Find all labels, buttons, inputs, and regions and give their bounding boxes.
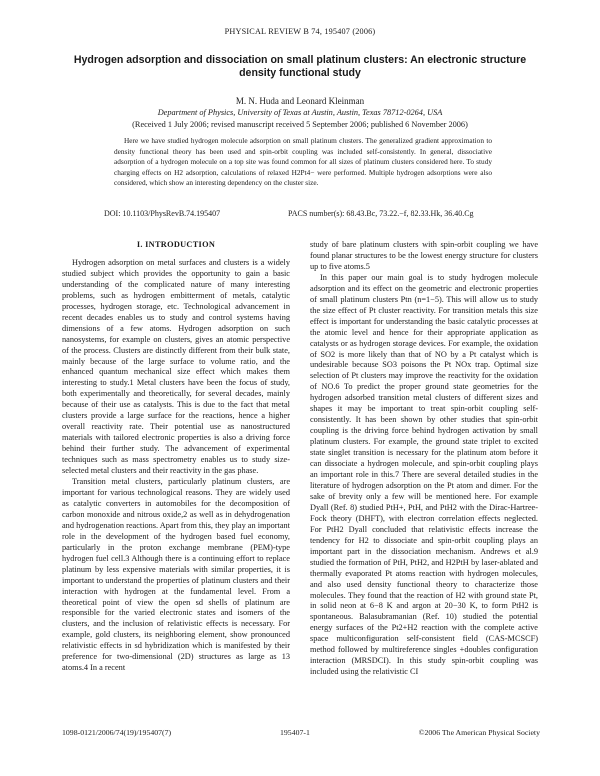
body-paragraph: In this paper our main goal is to study hydrogen molecule adsorption and its effect on the geometric and electronic properties of small platinum clusters Ptn (n=1−5). This will allow us to study the size effect of Pt cluster reactivity. For transition metals this size effect is important for understanding the basic catalytic processes at the atomic level and hence for their appropriate application as catalysts or as hydrogen storage devices. For example, the oxidation of SO2 is more likely than that of NO by a Pt catalyst which is undesirable because SO3 poisons the Pt NOx trap. Optimal size selection of Pt clusters may improve the reactivity for the oxidation of NO.6 To predict the proper ground state geometries for the hydrogen adsorbed transition metal clusters of different sizes and shapes it may be important to treat spin-orbit coupling self-consistently. It has been shown by other studies that spin-orbit coupling is the driving force behind hydrogen activation by small platinum clusters. For example, the ground state triplet to excited state singlet transition is necessary for the platinum atom before it can dissociate a hydrogen molecule, and spin-orbit coupling plays an important role in this.7 There are several detailed studies in the literature of hydrogen adsorption on the Pt atom and dimer. For the sake of brevity only a few will be mentioned here. For example Dyall (Ref. 8) studied PtH+, PtH, and PtH2 with the Dirac-Hartree-Fock theory (DHFT), with electron correlation effects neglected. For PtH2 Dyall concluded that relativistic effects increase the tendency for H2 to dissociate and spin-orbit coupling plays an important part in the dissociation mechanism. Andrews et al.9 studied the formation of PtH, PtH2, and H2PtH by laser-ablated and thermally evaporated Pt atoms reaction with hydrogen molecules, and also used density functional theory to characterize those molecules. They found that the reaction of H2 with ground state Pt, in solid neon at 6−8 K and argon at 20−30 K, to form PtH2 is spontaneous. Balasubramanian (Ref. 10) studied the potential energy surfaces of the Pt2+H2 reaction with the complete active space multiconfiguration self-consistent field (CAS-MCSCF) method followed by multireference singles +doubles configuration interaction (MRSDCI). In this study spin-orbit coupling was included using the relativistic CI	[310, 272, 538, 677]
author-affiliation: Department of Physics, University of Texas at Austin, Austin, Texas 78712-0264, USA	[157, 108, 443, 117]
abstract	[114, 136, 492, 189]
footer-copyright: ©2006 The American Physical Society	[418, 728, 540, 737]
abstract-text: Here we have studied hydrogen molecule adsorption on small platinum clusters. The generalized gradient approximation to density functional theory has been used and spin-orbit coupling was included self-consistently. In general, dissociative adsorption of a hydrogen molecule on a top site was found common for all sizes of platinum clusters considered here. To study charging effects on H2 adsorption, calculations of relaxed H2Pt4− were performed. Multiple hydrogen adsorptions were also considered, which show an interesting dependency on the cluster size.	[114, 136, 492, 188]
received-dates: (Received 1 July 2006; revised manuscript received 5 September 2006; published 6 November 2006)	[132, 120, 468, 129]
footer-issn: 1098-0121/2006/74(19)/195407(7)	[62, 728, 172, 737]
paper-title: Hydrogen adsorption and dissociation on small platinum clusters: An electronic structure density functional study	[73, 54, 527, 79]
pacs-numbers: PACS number(s): 68.43.Bc, 73.22.−f, 82.33.Hk, 36.40.Cg	[288, 209, 474, 218]
journal-header: PHYSICAL REVIEW B 74, 195407 (2006)	[224, 27, 376, 36]
body-paragraph: study of bare platinum clusters with spin-orbit coupling we have found planar structures to be the lowest energy structure for clusters up to five atoms.5	[310, 240, 538, 271]
right-column	[310, 240, 538, 678]
body-paragraph: Transition metal clusters, particularly platinum clusters, are important for various technological reasons. They are widely used as catalytic converters in automobiles for the decomposition of carbon monoxide and nitrous oxide,2 as well as in dehydrogenation and hydrogenation reactions. Apart from this, they play an important role in the development of the hydrogen based fuel economy, particularly in the proton exchange membrane (PEM)-type hydrogen fuel cell.3 Although there is a continuing effort to replace platinum by less expensive materials with similar properties, it is important to understand the properties of platinum clusters and their interaction with hydrogen at the fundamental level. From a theoretical point of view the open sd shells of platinum are responsible for the varied electronic states and isomers of the clusters, and the inclusion of relativistic effects is necessary. For example, gold clusters, its neighboring element, show pronounced relativistic effects in sd hybridization which is manifested by their preference for two-dimensional (2D) structures as large as 13 atoms.4 In a recent	[62, 477, 290, 673]
left-column	[62, 232, 290, 674]
footer-page-number: 195407-1	[280, 728, 310, 737]
section-heading: I. INTRODUCTION	[136, 240, 216, 249]
doi-link[interactable]	[104, 209, 220, 218]
body-paragraph: Hydrogen adsorption on metal surfaces and clusters is a widely studied subject which provides the opportunity to gain a basic understanding of the complicated nature of many interesting problems, such as hydrogen embitterment of metals, catalytic processes, hydrogen storage, etc. Technological advancement in recent decades enables us to study and control systems having dimensions of a few atoms. Hydrogen adsorption on such nanosystems, for example on clusters, gives an atomic perspective of the process. Clusters are distinctly different from their bulk state, mainly because of the large surface to volume ratio, and the enhanced quantum mechanical size effect which makes them interesting to study.1 Metal clusters have been the focus of study, both experimentally and theoretically, for several decades, mainly because of their use as catalysts. This is due to the fact that metal clusters provide a large surface for the reactions, hence a higher overall reactivity rate. Their potential use as nanostructured materials with tailored electronic properties is also a driving force behind their further study. The advancement of experimental techniques such as mass spectrometry enables us to study size-selected metal clusters and their reactivity in the gas phase.	[62, 257, 290, 476]
doi-text[interactable]: DOI: 10.1103/PhysRevB.74.195407	[104, 209, 221, 218]
author-list: M. N. Huda and Leonard Kleinman	[235, 96, 365, 106]
